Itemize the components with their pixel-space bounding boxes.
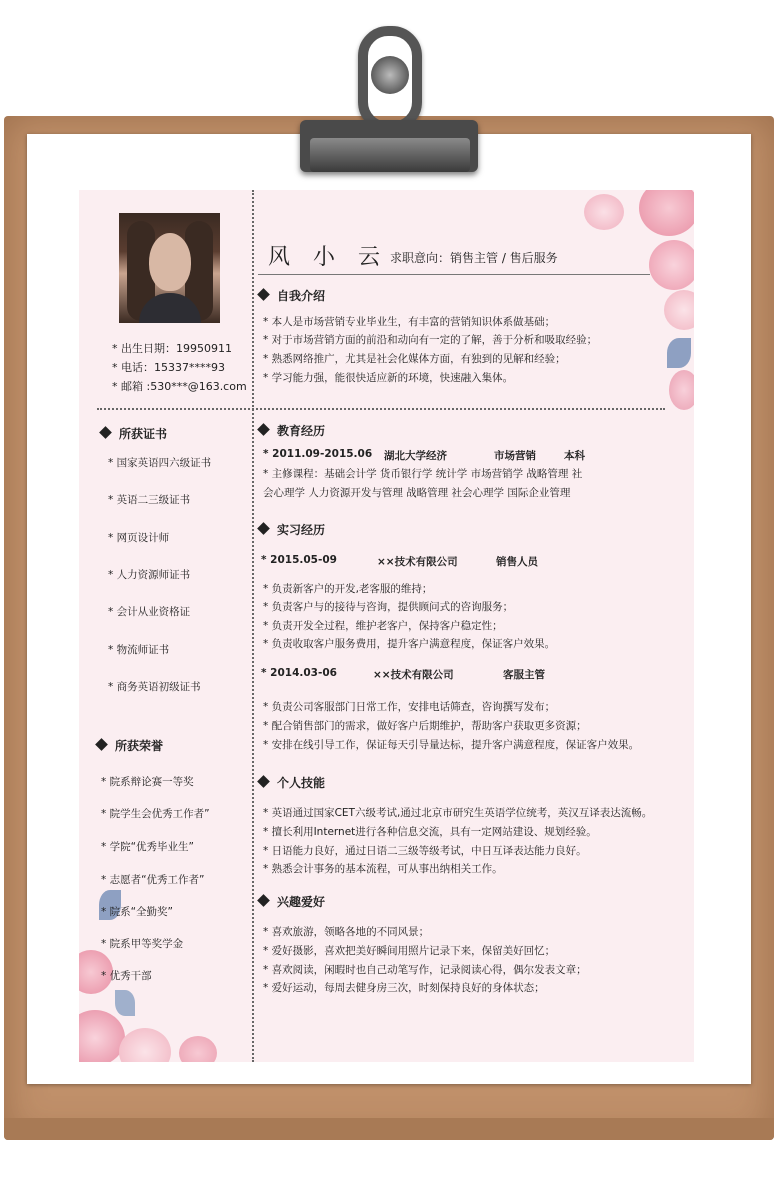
honors-heading: 所获荣誉 [97, 737, 163, 754]
skills-heading: 个人技能 [259, 774, 325, 791]
job-duty: * 安排在线引导工作，保证每天引导量达标，提升客户满意程度，保证客户效果。 [263, 739, 640, 751]
intro-line: * 熟悉网络推广，尤其是社会化媒体方面，有独到的见解和经验； [263, 353, 566, 365]
honor-item: * 志愿者“优秀工作者” [101, 874, 205, 886]
intro-heading: 自我介绍 [259, 287, 325, 304]
profile-photo [119, 213, 220, 323]
job-company: ××技术有限公司 [377, 556, 458, 568]
education-courses: * 主修课程：基础会计学 货币银行学 统计学 市场营销学 战略管理 社 [263, 468, 583, 480]
column-divider [252, 190, 254, 1062]
diamond-bullet-icon [257, 423, 270, 436]
job-company: ××技术有限公司 [373, 669, 454, 681]
rose-decoration-icon [649, 240, 694, 290]
candidate-name: 风 小 云 [268, 245, 388, 270]
job-intent: 求职意向：销售主管 / 售后服务 [390, 251, 558, 265]
hobby-item: * 爱好摄影，喜欢把美好瞬间用照片记录下来，保留美好回忆； [263, 945, 556, 957]
rose-decoration-icon [179, 1036, 217, 1062]
diamond-bullet-icon [95, 738, 108, 751]
skill-item: * 英语通过国家CET六级考试,通过北京市研究生英语学位统考，英汉互译表达流畅。 [263, 807, 653, 819]
intro-line: * 本人是市场营销专业毕业生，有丰富的营销知识体系做基础； [263, 316, 556, 328]
education-school: 湖北大学经济 [384, 450, 447, 462]
leaf-decoration-icon [115, 990, 135, 1016]
diamond-bullet-icon [257, 775, 270, 788]
job-period: * 2014.03-06 [261, 667, 337, 679]
certificate-item: * 人力资源师证书 [108, 569, 191, 581]
rose-decoration-icon [79, 1010, 125, 1062]
certificate-item: * 物流师证书 [108, 644, 170, 656]
honor-item: * 院系甲等奖学金 [101, 938, 184, 950]
leaf-decoration-icon [667, 338, 691, 368]
honor-item: * 院学生会优秀工作者” [101, 808, 210, 820]
hobby-item: * 喜欢阅读，闲暇时也自己动笔写作，记录阅读心得，偶尔发表文章； [263, 964, 587, 976]
skill-item: * 熟悉会计事务的基本流程，可从事出纳相关工作。 [263, 863, 503, 875]
certificate-item: * 英语二三级证书 [108, 494, 191, 506]
education-heading: 教育经历 [259, 422, 325, 439]
job-duty: * 负责新客户的开发,老客服的维持； [263, 583, 433, 595]
header-divider [97, 408, 665, 410]
phone-number: * 电话：15337****93 [112, 361, 225, 374]
education-period: * 2011.09-2015.06 [263, 448, 373, 460]
honor-item: * 学院“优秀毕业生” [101, 841, 194, 853]
certificates-heading: 所获证书 [101, 425, 167, 442]
certificate-item: * 国家英语四六级证书 [108, 457, 212, 469]
honor-item: * 院系“全勤奖” [101, 906, 173, 918]
certificate-item: * 网页设计师 [108, 532, 170, 544]
diamond-bullet-icon [99, 426, 112, 439]
job-role: 销售人员 [496, 556, 538, 568]
hobby-item: * 爱好运动，每周去健身房三次，时刻保持良好的身体状态； [263, 982, 545, 994]
job-period: * 2015.05-09 [261, 554, 337, 566]
education-degree: 本科 [564, 450, 585, 462]
certificate-item: * 会计从业资格证 [108, 606, 191, 618]
birth-date: * 出生日期：19950911 [112, 342, 232, 355]
intro-line: * 学习能力强，能很快适应新的环境，快速融入集体。 [263, 372, 514, 384]
skill-item: * 日语能力良好，通过日语二三级等级考试，中日互译表达能力良好。 [263, 845, 587, 857]
experience-heading: 实习经历 [259, 521, 325, 538]
clipboard-edge [4, 1118, 774, 1140]
diamond-bullet-icon [257, 288, 270, 301]
binder-clip-front [310, 138, 470, 172]
job-duty: * 配合销售部门的需求，做好客户后期维护，帮助客户获取更多资源； [263, 720, 587, 732]
job-duty: * 负责客户与的接待与咨询，提供顾问式的咨询服务； [263, 601, 514, 613]
job-duty: * 负责公司客服部门日常工作，安排电话筛查，咨询撰写发布； [263, 701, 556, 713]
hobbies-heading: 兴趣爱好 [259, 893, 325, 910]
diamond-bullet-icon [257, 894, 270, 907]
job-duty: * 负责收取客户服务费用，提升客户满意程度，保证客户效果。 [263, 638, 556, 650]
honor-item: * 优秀干部 [101, 970, 152, 982]
education-courses: 会心理学 人力资源开发与管理 战略管理 社会心理学 国际企业管理 [263, 487, 571, 499]
rose-decoration-icon [584, 194, 624, 230]
rose-decoration-icon [664, 290, 694, 330]
education-major: 市场营销 [494, 450, 536, 462]
clip-bolt-icon [371, 56, 409, 94]
intro-line: * 对于市场营销方面的前沿和动向有一定的了解，善于分析和吸取经验； [263, 334, 598, 346]
rose-decoration-icon [119, 1028, 171, 1062]
rose-decoration-icon [669, 370, 694, 410]
rose-decoration-icon [639, 190, 694, 236]
hobby-item: * 喜欢旅游，领略各地的不同风景； [263, 926, 430, 938]
certificate-item: * 商务英语初级证书 [108, 681, 201, 693]
email-address: * 邮箱 :530***@163.com [112, 380, 247, 393]
job-duty: * 负责开发全过程，维护老客户，保持客户稳定性； [263, 620, 503, 632]
name-underline [258, 274, 650, 275]
job-role: 客服主管 [503, 669, 545, 681]
diamond-bullet-icon [257, 522, 270, 535]
honor-item: * 院系辩论赛一等奖 [101, 776, 194, 788]
skill-item: * 擅长利用Internet进行各种信息交流，具有一定网站建设、规划经验。 [263, 826, 597, 838]
